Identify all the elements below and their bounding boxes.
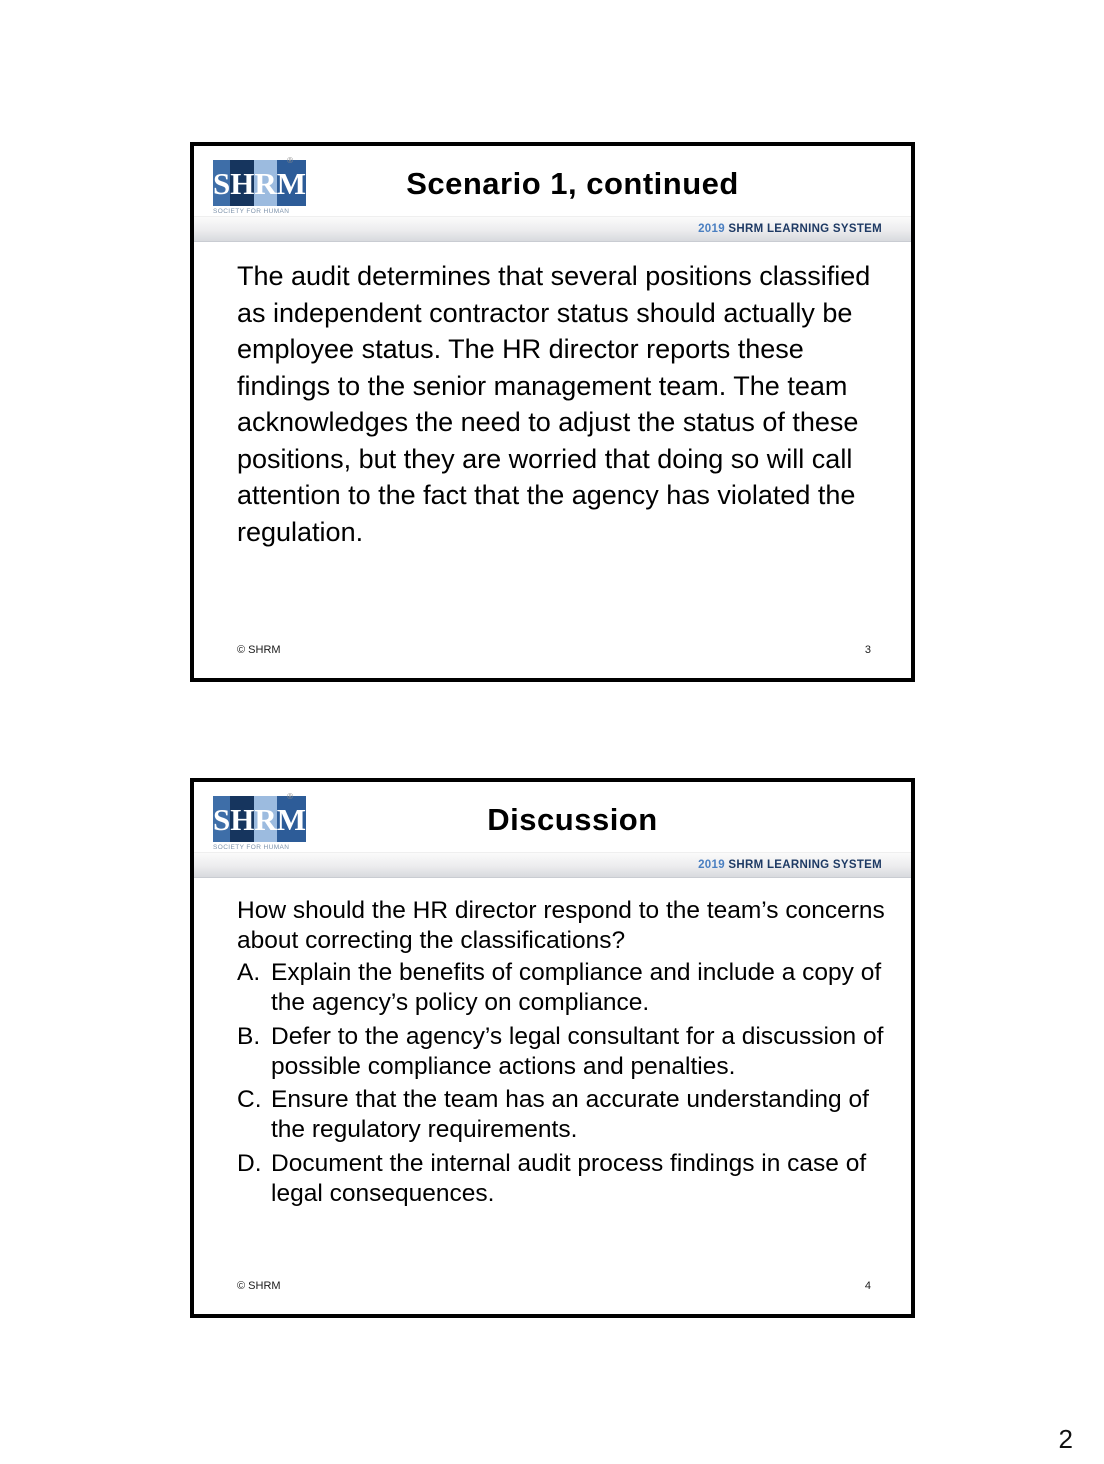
banner-label: SHRM LEARNING SYSTEM <box>728 223 882 235</box>
logo-letter: M <box>276 165 307 201</box>
slide-discussion <box>190 778 915 1318</box>
logo-letter: H <box>230 801 255 837</box>
copyright-label: © SHRM <box>237 644 281 656</box>
logo-subtitle-line1: SOCIETY FOR HUMAN <box>213 844 290 851</box>
slide-header <box>194 782 911 852</box>
answer-option-c <box>237 1085 902 1145</box>
scenario-body-text: The audit determines that several positions classified as independent contractor status should actually be employee status. The HR director reports these findings to the senior management team. The team acknowledges the need to adjust the status of these positions, but they are worried that doing so will call attention to the fact that the agency has violated the regulation. <box>237 261 871 547</box>
logo-letter: H <box>230 165 255 201</box>
banner-label: SHRM LEARNING SYSTEM <box>728 859 882 871</box>
answer-option-b <box>237 1022 902 1082</box>
option-text: Defer to the agency’s legal consultant for a discussion of possible compliance actions and penalties. <box>271 1022 884 1080</box>
option-letter: B. <box>237 1022 261 1050</box>
option-text: Ensure that the team has an accurate understanding of the regulatory requirements. <box>271 1086 869 1143</box>
option-letter: A. <box>237 959 261 986</box>
logo-band <box>213 796 230 842</box>
logo-letter: R <box>254 165 277 201</box>
slide-footer <box>194 1280 911 1292</box>
option-letter: D. <box>237 1149 262 1177</box>
slide-header <box>194 146 911 216</box>
logo-letter: R <box>254 801 277 837</box>
slide-title: Scenario 1, continued <box>406 166 739 201</box>
learning-system-banner <box>194 852 911 878</box>
logo-letter: S <box>213 801 231 837</box>
slide-number: 3 <box>864 644 871 656</box>
banner-year: 2019 <box>698 859 725 871</box>
answer-options-list <box>237 958 902 1212</box>
answer-option-d <box>237 1149 902 1209</box>
copyright-label: © SHRM <box>237 1280 281 1292</box>
logo-letter: S <box>213 165 231 201</box>
logo-band <box>213 160 230 206</box>
logo-letter: M <box>276 801 307 837</box>
registered-trademark-icon: ® <box>287 792 293 801</box>
option-letter: C. <box>237 1086 262 1113</box>
option-text: Document the internal audit process findings in case of legal consequences. <box>271 1149 867 1207</box>
banner-year: 2019 <box>698 223 725 235</box>
slide-title: Discussion <box>487 802 658 837</box>
slide-footer <box>194 644 911 656</box>
document-page-number: 2 <box>1058 1424 1073 1454</box>
learning-system-banner <box>194 216 911 242</box>
logo-subtitle-line1: SOCIETY FOR HUMAN <box>213 208 290 215</box>
slide-scenario-1-continued <box>190 142 915 682</box>
slide-number: 4 <box>864 1280 871 1292</box>
option-text: Explain the benefits of compliance and include a copy of the agency’s policy on compliance. <box>271 959 882 1016</box>
discussion-question: How should the HR director respond to the team’s concerns about correcting the classifications? <box>237 897 885 954</box>
answer-option-a <box>237 958 902 1018</box>
registered-trademark-icon: ® <box>287 156 293 165</box>
